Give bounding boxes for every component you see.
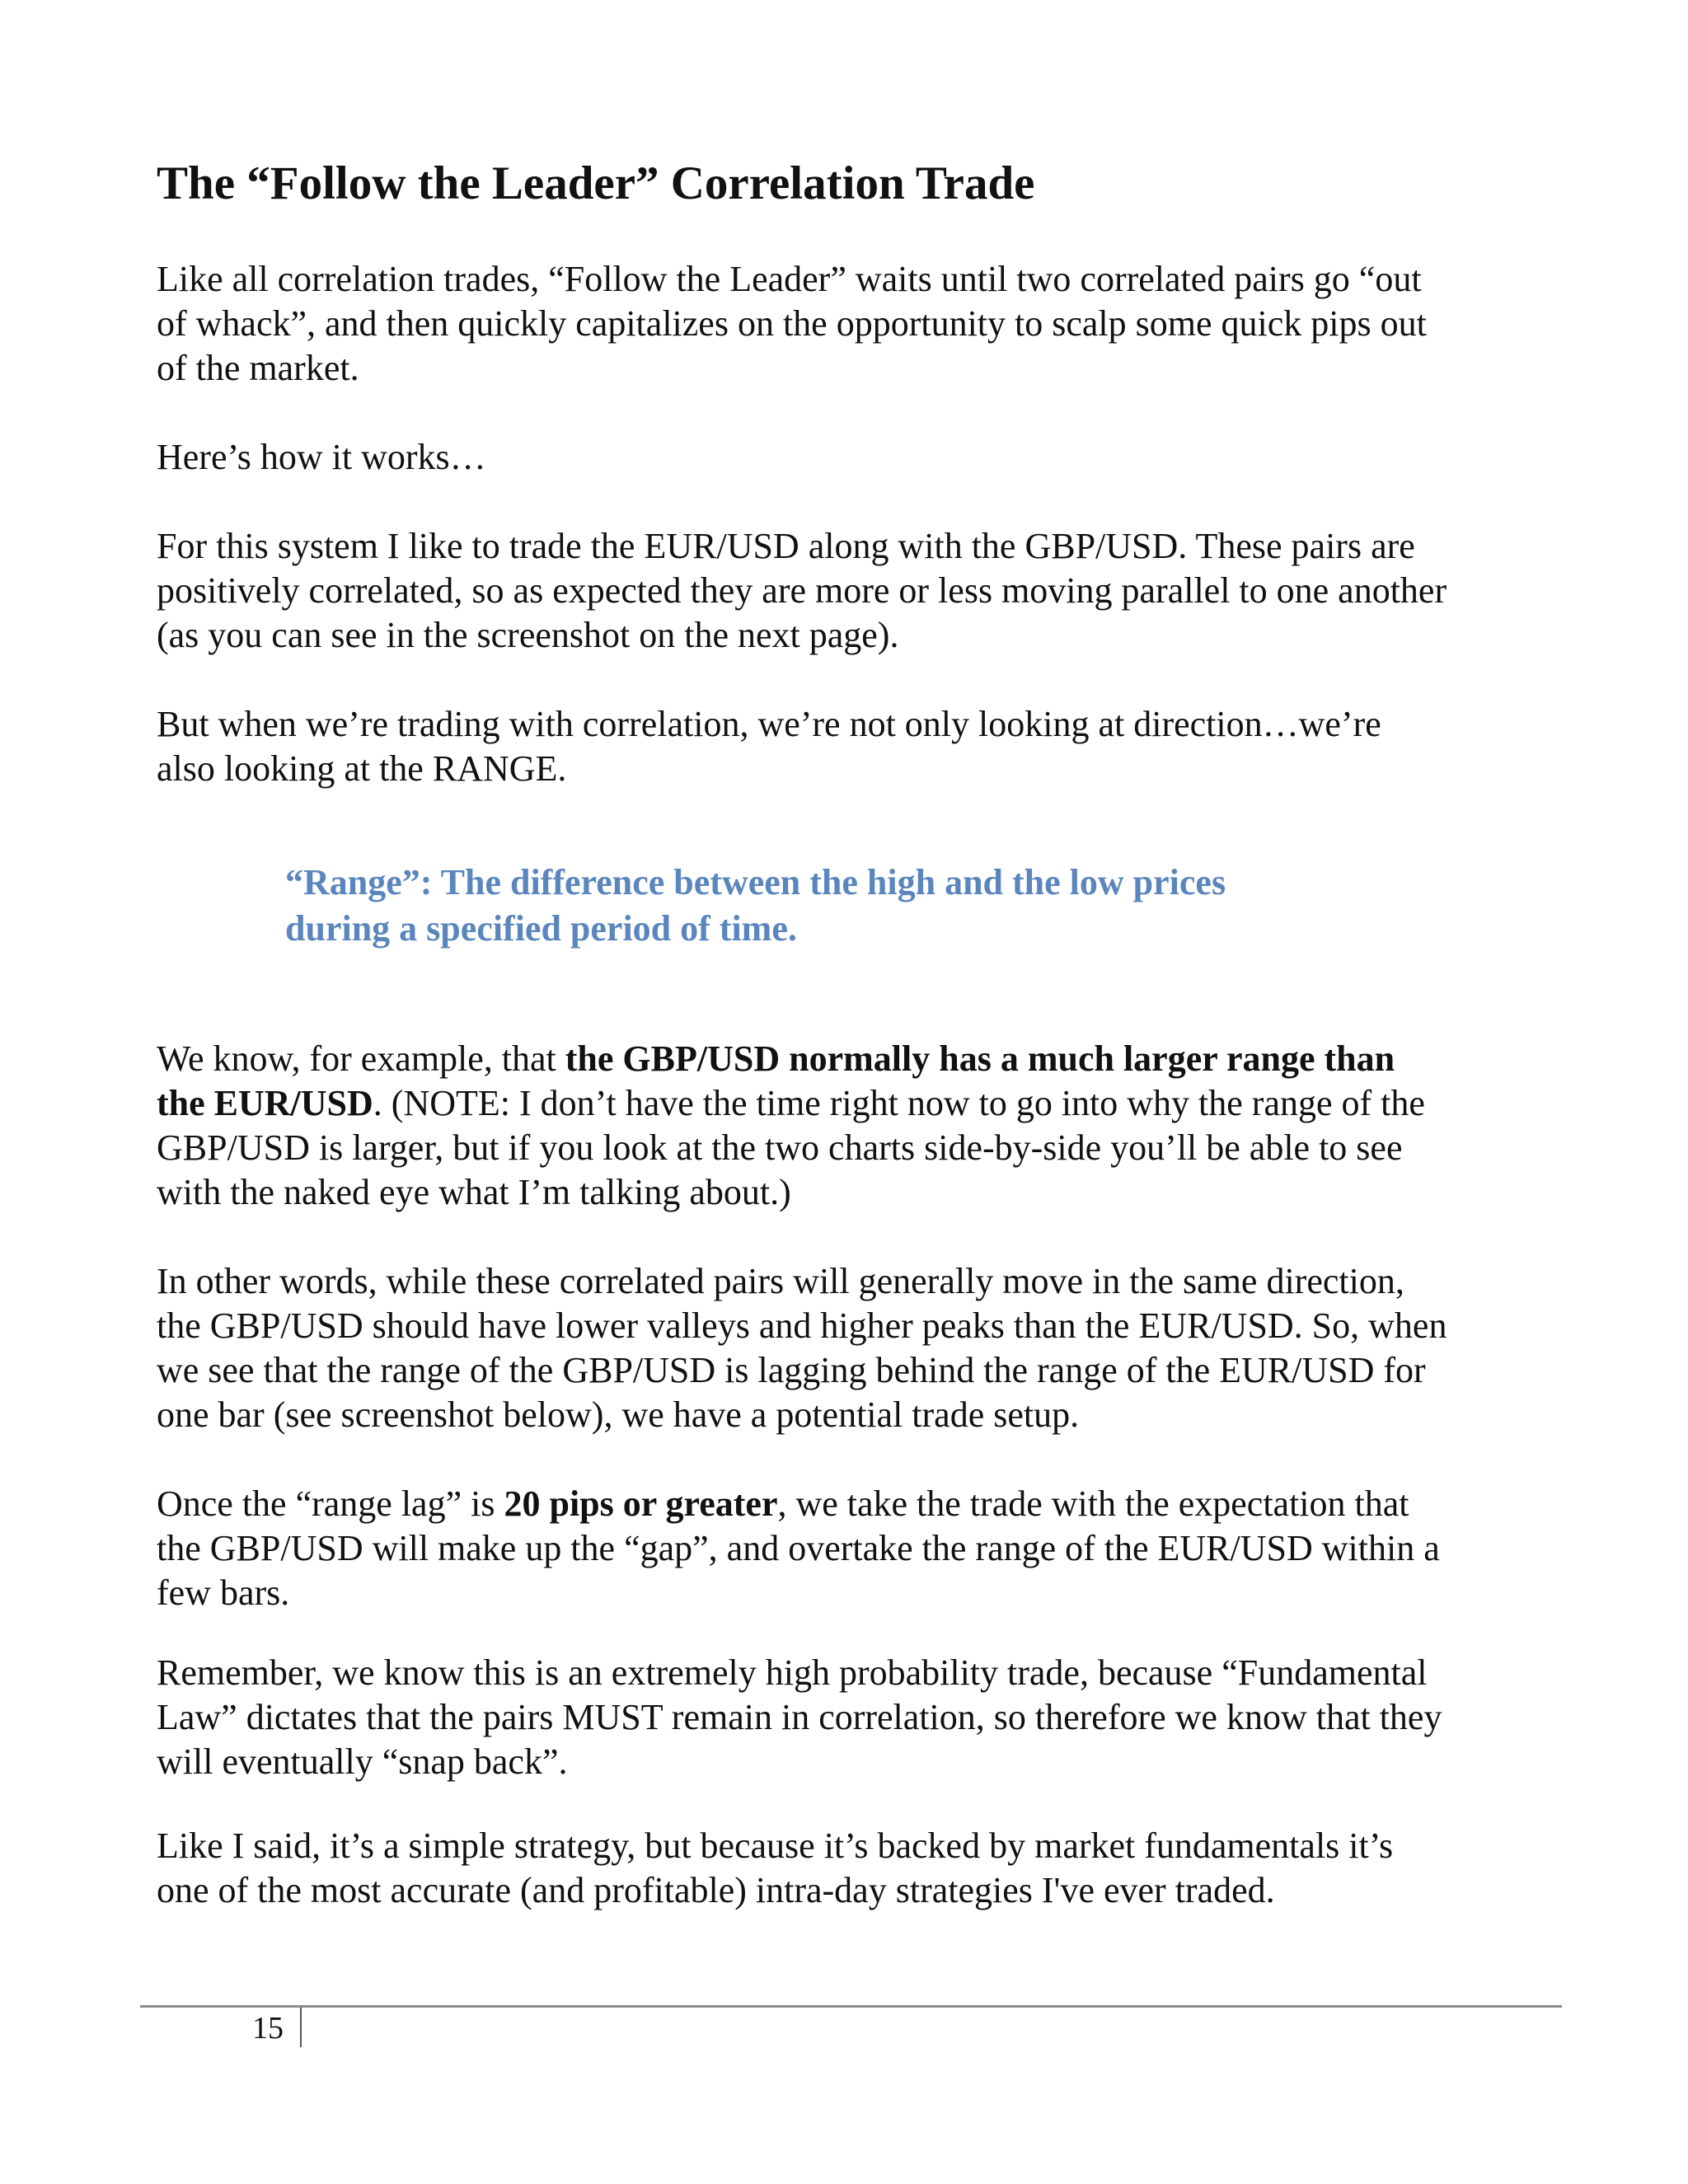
paragraph-line [157,1081,1574,1126]
paragraph-range-intro [157,702,1574,791]
paragraph-line [157,1037,1574,1081]
plain-text: , we take the trade with the expectation that [777,1483,1409,1524]
paragraph-line: will eventually “snap back”. [157,1741,568,1782]
paragraph-intro [157,257,1574,391]
paragraph-line: Here’s how it works… [157,437,486,477]
paragraph-conclusion [157,1824,1574,1913]
paragraph-line: the GBP/USD should have lower valleys and higher peaks than the EUR/USD. So, when [157,1305,1447,1346]
paragraph-line: we see that the range of the GBP/USD is lagging behind the range of the EUR/USD for [157,1350,1426,1390]
paragraph-line: also looking at the RANGE. [157,748,567,789]
paragraph-line: one bar (see screenshot below), we have a potential trade setup. [157,1394,1080,1435]
page-number: 15 [252,2011,284,2046]
paragraph-line [157,1482,1574,1526]
definition-line: “Range”: The difference between the high and the low prices [285,862,1226,902]
page-heading: The “Follow the Leader” Correlation Trade [157,157,1035,209]
plain-text: . (NOTE: I don’t have the time right now to go into why the range of the [373,1083,1425,1123]
bold-text: the GBP/USD normally has a much larger range than [565,1038,1395,1079]
paragraph-line: But when we’re trading with correlation, we’re not only looking at direction…we’re [157,704,1381,744]
bold-text: 20 pips or greater [504,1483,778,1524]
paragraph-line: one of the most accurate (and profitable) intra-day strategies I've ever traded. [157,1870,1275,1910]
paragraph-pairs [157,524,1574,658]
paragraph-line: Like I said, it’s a simple strategy, but because it’s backed by market fundamentals it’s [157,1825,1394,1866]
paragraph-fundamental-law [157,1651,1574,1784]
paragraph-other-words [157,1259,1574,1437]
footer-divider [300,2008,302,2047]
paragraph-line: the GBP/USD will make up the “gap”, and overtake the range of the EUR/USD within a [157,1528,1440,1568]
plain-text: We know, for example, that [157,1038,565,1079]
paragraph-line: For this system I like to trade the EUR/USD along with the GBP/USD. These pairs are [157,526,1415,566]
paragraph-line: (as you can see in the screenshot on the next page). [157,615,899,655]
paragraph-line: Law” dictates that the pairs MUST remain in correlation, so therefore we know that they [157,1697,1442,1737]
paragraph-line: Remember, we know this is an extremely high probability trade, because “Fundamental [157,1652,1428,1693]
paragraph-range-lag [157,1482,1574,1615]
paragraph-line: positively correlated, so as expected they are more or less moving parallel to one another [157,570,1447,611]
paragraph-line: Like all correlation trades, “Follow the Leader” waits until two correlated pairs go “out [157,259,1422,299]
plain-text: Once the “range lag” is [157,1483,504,1524]
paragraph-how-it-works [157,435,1574,480]
paragraph-line: GBP/USD is larger, but if you look at the two charts side-by-side you’ll be able to see [157,1127,1403,1168]
footer-rule [140,2005,1562,2008]
paragraph-line: few bars. [157,1572,290,1613]
definition-line: during a specified period of time. [285,908,797,949]
bold-text: the EUR/USD [157,1083,373,1123]
paragraph-gbp-range [157,1037,1574,1215]
paragraph-line: with the naked eye what I’m talking about.) [157,1172,791,1212]
paragraph-line: In other words, while these correlated pairs will generally move in the same direction, [157,1261,1404,1301]
paragraph-line: of the market. [157,348,359,388]
paragraph-line: of whack”, and then quickly capitalizes on the opportunity to scalp some quick pips out [157,303,1427,344]
range-definition [285,860,1522,952]
